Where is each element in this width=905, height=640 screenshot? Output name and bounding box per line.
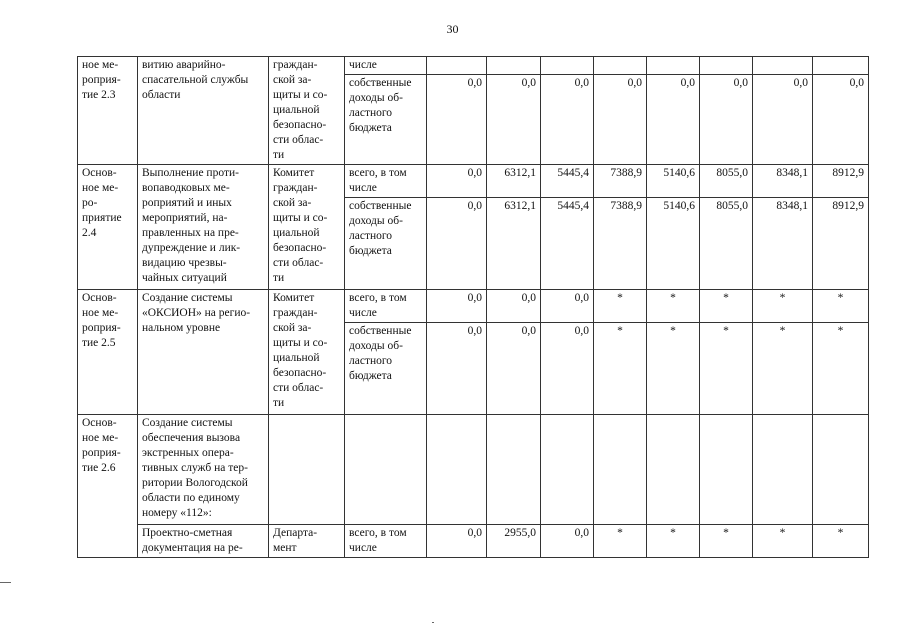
value-cell: *	[594, 290, 647, 323]
source-cell: всего, в том числе	[345, 290, 427, 323]
value-cell	[700, 57, 753, 75]
value-cell: 6312,1	[487, 165, 541, 198]
table-row	[78, 290, 869, 323]
value-cell: 8055,0	[700, 165, 753, 198]
value-cell	[541, 57, 594, 75]
value-cell: 5445,4	[541, 198, 594, 290]
value-cell: 0,0	[487, 323, 541, 415]
executor-cell: Департа- мент	[269, 525, 345, 558]
value-cell	[753, 415, 813, 525]
scan-mark-left	[0, 582, 11, 583]
executor-cell: Комитет граждан- ской за- щиты и со- циальной безопасно- сти облас- ти	[269, 165, 345, 290]
value-cell	[487, 57, 541, 75]
value-cell: *	[647, 323, 700, 415]
value-cell	[487, 415, 541, 525]
value-cell	[753, 57, 813, 75]
value-cell	[647, 415, 700, 525]
value-cell	[594, 57, 647, 75]
value-cell: *	[753, 323, 813, 415]
value-cell: 0,0	[753, 75, 813, 165]
value-cell: 0,0	[427, 290, 487, 323]
value-cell: 5445,4	[541, 165, 594, 198]
value-cell: 5140,6	[647, 165, 700, 198]
value-cell: 0,0	[427, 75, 487, 165]
value-cell: 0,0	[427, 198, 487, 290]
value-cell: 0,0	[487, 290, 541, 323]
value-cell: 8912,9	[813, 198, 869, 290]
value-cell: 2955,0	[487, 525, 541, 558]
activity-cell: Основ- ное ме- ро- приятие 2.4	[78, 165, 138, 290]
page-number: 30	[446, 22, 459, 36]
source-cell: всего, в том числе	[345, 165, 427, 198]
activity-name-cell: Создание системы обеспечения вызова экстренных опера- тивных служб на тер- ритории Вологодской области по единому номеру «112»:	[138, 415, 269, 525]
value-cell	[541, 415, 594, 525]
activity-name-cell: Проектно-сметная документация на ре-	[138, 525, 269, 558]
executor-cell: граждан- ской за- щиты и со- циальной безопасно- сти облас- ти	[269, 57, 345, 165]
scan-mark-bottom	[432, 622, 434, 623]
value-cell	[813, 415, 869, 525]
value-cell: 7388,9	[594, 165, 647, 198]
source-cell	[345, 415, 427, 525]
value-cell: *	[753, 290, 813, 323]
value-cell: 8055,0	[700, 198, 753, 290]
value-cell: 0,0	[700, 75, 753, 165]
value-cell: 8348,1	[753, 198, 813, 290]
budget-table	[77, 56, 869, 558]
activity-cell: Основ- ное ме- роприя- тие 2.6	[78, 415, 138, 558]
value-cell: 0,0	[427, 165, 487, 198]
value-cell: 0,0	[487, 75, 541, 165]
value-cell: 7388,9	[594, 198, 647, 290]
value-cell	[427, 415, 487, 525]
table-row	[78, 525, 869, 558]
value-cell	[813, 57, 869, 75]
value-cell: 0,0	[427, 323, 487, 415]
value-cell: 0,0	[813, 75, 869, 165]
value-cell: *	[813, 290, 869, 323]
value-cell: 0,0	[427, 525, 487, 558]
value-cell	[427, 57, 487, 75]
executor-cell	[269, 415, 345, 525]
source-cell: собственные доходы об- ластного бюджета	[345, 75, 427, 165]
value-cell: 0,0	[647, 75, 700, 165]
value-cell: 0,0	[541, 323, 594, 415]
value-cell: 0,0	[541, 75, 594, 165]
value-cell: 0,0	[541, 290, 594, 323]
value-cell: *	[594, 525, 647, 558]
table-row	[78, 165, 869, 198]
value-cell	[594, 415, 647, 525]
value-cell: *	[647, 290, 700, 323]
source-cell: собственные доходы об- ластного бюджета	[345, 198, 427, 290]
value-cell: *	[700, 525, 753, 558]
value-cell: *	[647, 525, 700, 558]
value-cell: 8912,9	[813, 165, 869, 198]
value-cell: 5140,6	[647, 198, 700, 290]
source-cell: всего, в том числе	[345, 525, 427, 558]
activity-name-cell: витию аварийно- спасательной службы области	[138, 57, 269, 165]
table-row	[78, 415, 869, 525]
value-cell: *	[753, 525, 813, 558]
value-cell	[700, 415, 753, 525]
source-cell: собственные доходы об- ластного бюджета	[345, 323, 427, 415]
activity-name-cell: Выполнение проти- вопаводковых ме- роприятий и иных мероприятий, на- правленных на пре- дупреждение и лик- видацию чрезвы- чайных ситуаций	[138, 165, 269, 290]
value-cell: 0,0	[541, 525, 594, 558]
activity-cell: Основ- ное ме- роприя- тие 2.5	[78, 290, 138, 415]
value-cell: 0,0	[594, 75, 647, 165]
value-cell: *	[700, 323, 753, 415]
value-cell	[647, 57, 700, 75]
value-cell: 8348,1	[753, 165, 813, 198]
table-row	[78, 57, 869, 75]
value-cell: *	[813, 525, 869, 558]
value-cell: *	[700, 290, 753, 323]
activity-cell: ное ме- роприя- тие 2.3	[78, 57, 138, 165]
executor-cell: Комитет граждан- ской за- щиты и со- циальной безопасно- сти облас- ти	[269, 290, 345, 415]
value-cell: *	[813, 323, 869, 415]
source-cell: числе	[345, 57, 427, 75]
value-cell: 6312,1	[487, 198, 541, 290]
value-cell: *	[594, 323, 647, 415]
activity-name-cell: Создание системы «ОКСИОН» на регио- нальном уровне	[138, 290, 269, 415]
